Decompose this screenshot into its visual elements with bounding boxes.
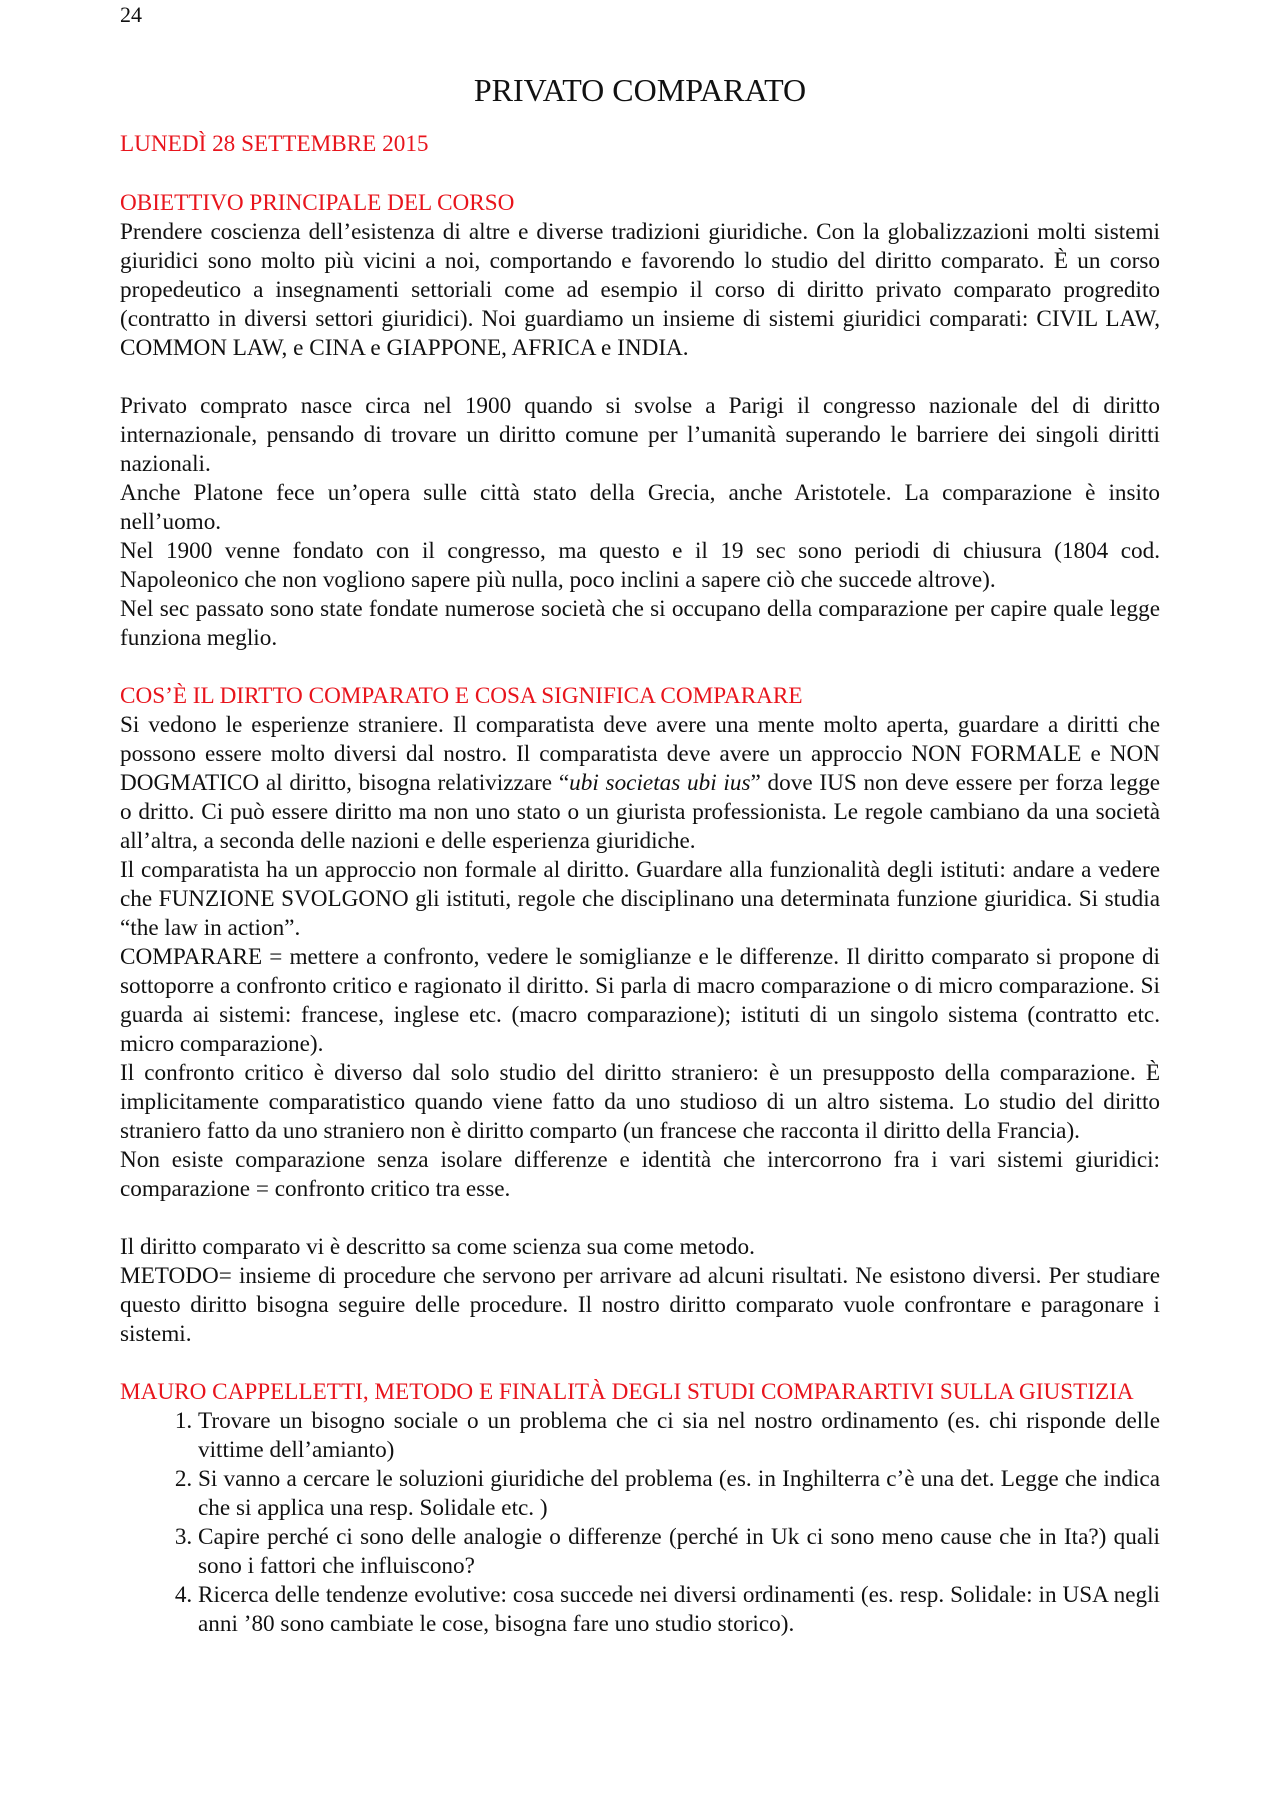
paragraph: Il confronto critico è diverso dal solo studio del diritto straniero: è un presupposto della comparazione. È implicitamente comparatistico quando viene fatto da uno studioso di un altro sistema. Lo studio del diritto straniero fatto da uno straniero non è diritto comparto (un francese che racconta il diritto della Francia). xyxy=(120,1060,1160,1144)
list-item: 2. Si vanno a cercare le soluzioni giuridiche del problema (es. in Inghilterra c’è una det. Legge che indica che si applica una resp. Solidale etc. ) xyxy=(198,1465,1160,1523)
paragraph: Privato comprato nasce circa nel 1900 quando si svolse a Parigi il congresso nazionale del di diritto internazionale, pensando di trovare un diritto comune per l’umanità superando le barriere dei singoli diritti nazionali. xyxy=(120,393,1160,477)
page-title: PRIVATO COMPARATO xyxy=(473,72,807,108)
section-heading: MAURO CAPPELLETTI, METODO E FINALITÀ DEGLI STUDI COMPARARTIVI SULLA GIUSTIZIA xyxy=(120,1379,1134,1405)
paragraph: Il comparatista ha un approccio non formale al diritto. Guardare alla funzionalità degli istituti: andare a vedere che FUNZIONE SVOLGONO gli istituti, regole che disciplinano una determinata funzione giuridica. Si studia “the law in action”. xyxy=(120,857,1160,941)
paragraph: COMPARARE = mettere a confronto, vedere le somiglianze e le differenze. Il diritto comparato si propone di sottoporre a confronto critico e ragionato il diritto. Si parla di macro comparazione o di micro comparazione. Si guarda ai sistemi: francese, inglese etc. (macro comparazione); istituti di un singolo sistema (contratto etc. micro comparazione). xyxy=(120,944,1160,1057)
paragraph: Non esiste comparazione senza isolare differenze e identità che intercorrono fra i vari sistemi giuridici: comparazione = confronto critico tra esse. xyxy=(120,1147,1160,1202)
paragraph: METODO= insieme di procedure che servono per arrivare ad alcuni risultati. Ne esistono diversi. Per studiare questo diritto bisogna seguire delle procedure. Il nostro diritto comparato vuole confrontare e paragonare i sistemi. xyxy=(120,1263,1160,1347)
paragraph: Si vedono le esperienze straniere. Il comparatista deve avere una mente molto aperta, guardare a diritti che possono essere molto diversi dal nostro. Il comparatista deve avere un approccio NON FORMALE e NON DOGMATICO al diritto, bisogna relativizzare “ubi societas ubi ius” dove IUS non deve essere per forza legge o dritto. Ci può essere diritto ma non uno stato o un giurista professionista. Le regole cambiano da una società all’altra, a seconda delle nazioni e delle esperienza giuridiche. xyxy=(120,712,1160,854)
page-number: 24 xyxy=(120,2,142,27)
list-item: 3. Capire perché ci sono delle analogie o differenze (perché in Uk ci sono meno cause che in Ita?) quali sono i fattori che influiscono? xyxy=(198,1523,1160,1581)
document-body xyxy=(120,70,1160,1639)
paragraph: Nel 1900 venne fondato con il congresso, ma questo e il 19 sec sono periodi di chiusura (1804 cod. Napoleonico che non vogliono sapere più nulla, poco inclini a sapere ciò che succede altrove). xyxy=(120,538,1160,593)
paragraph: Il diritto comparato vi è descritto sa come scienza sua come metodo. xyxy=(120,1234,755,1260)
section-heading: OBIETTIVO PRINCIPALE DEL CORSO xyxy=(120,190,515,216)
latin-phrase: ubi societas ubi ius xyxy=(569,770,751,796)
paragraph: Anche Platone fece un’opera sulle città stato della Grecia, anche Aristotele. La comparazione è insito nell’uomo. xyxy=(120,480,1160,535)
lecture-date: LUNEDÌ 28 SETTEMBRE 2015 xyxy=(120,131,429,157)
section-what-is-comparative-law xyxy=(120,682,1160,1349)
list-item: 1. Trovare un bisogno sociale o un problema che ci sia nel nostro ordinamento (es. chi risponde delle vittime dell’amianto) xyxy=(198,1407,1160,1465)
method-steps-list xyxy=(120,1407,1160,1639)
paragraph: Nel sec passato sono state fondate numerose società che si occupano della comparazione per capire quale legge funziona meglio. xyxy=(120,596,1160,651)
section-objective xyxy=(120,189,1160,653)
section-cappelletti xyxy=(120,1378,1160,1639)
paragraph: Prendere coscienza dell’esistenza di altre e diverse tradizioni giuridiche. Con la globalizzazioni molti sistemi giuridici sono molto più vicini a noi, comportando e favorendo lo studio del diritto comparato. È un corso propedeutico a insegnamenti settoriali come ad esempio il corso di diritto privato comparato progredito (contratto in diversi settori giuridici). Noi guardiamo un insieme di sistemi giuridici comparati: CIVIL LAW, COMMON LAW, e CINA e GIAPPONE, AFRICA e INDIA. xyxy=(120,219,1160,361)
list-item: 4. Ricerca delle tendenze evolutive: cosa succede nei diversi ordinamenti (es. resp. Solidale: in USA negli anni ’80 sono cambiate le cose, bisogna fare uno studio storico). xyxy=(198,1581,1160,1639)
section-heading: COS’È IL DIRTTO COMPARATO E COSA SIGNIFICA COMPARARE xyxy=(120,683,803,709)
